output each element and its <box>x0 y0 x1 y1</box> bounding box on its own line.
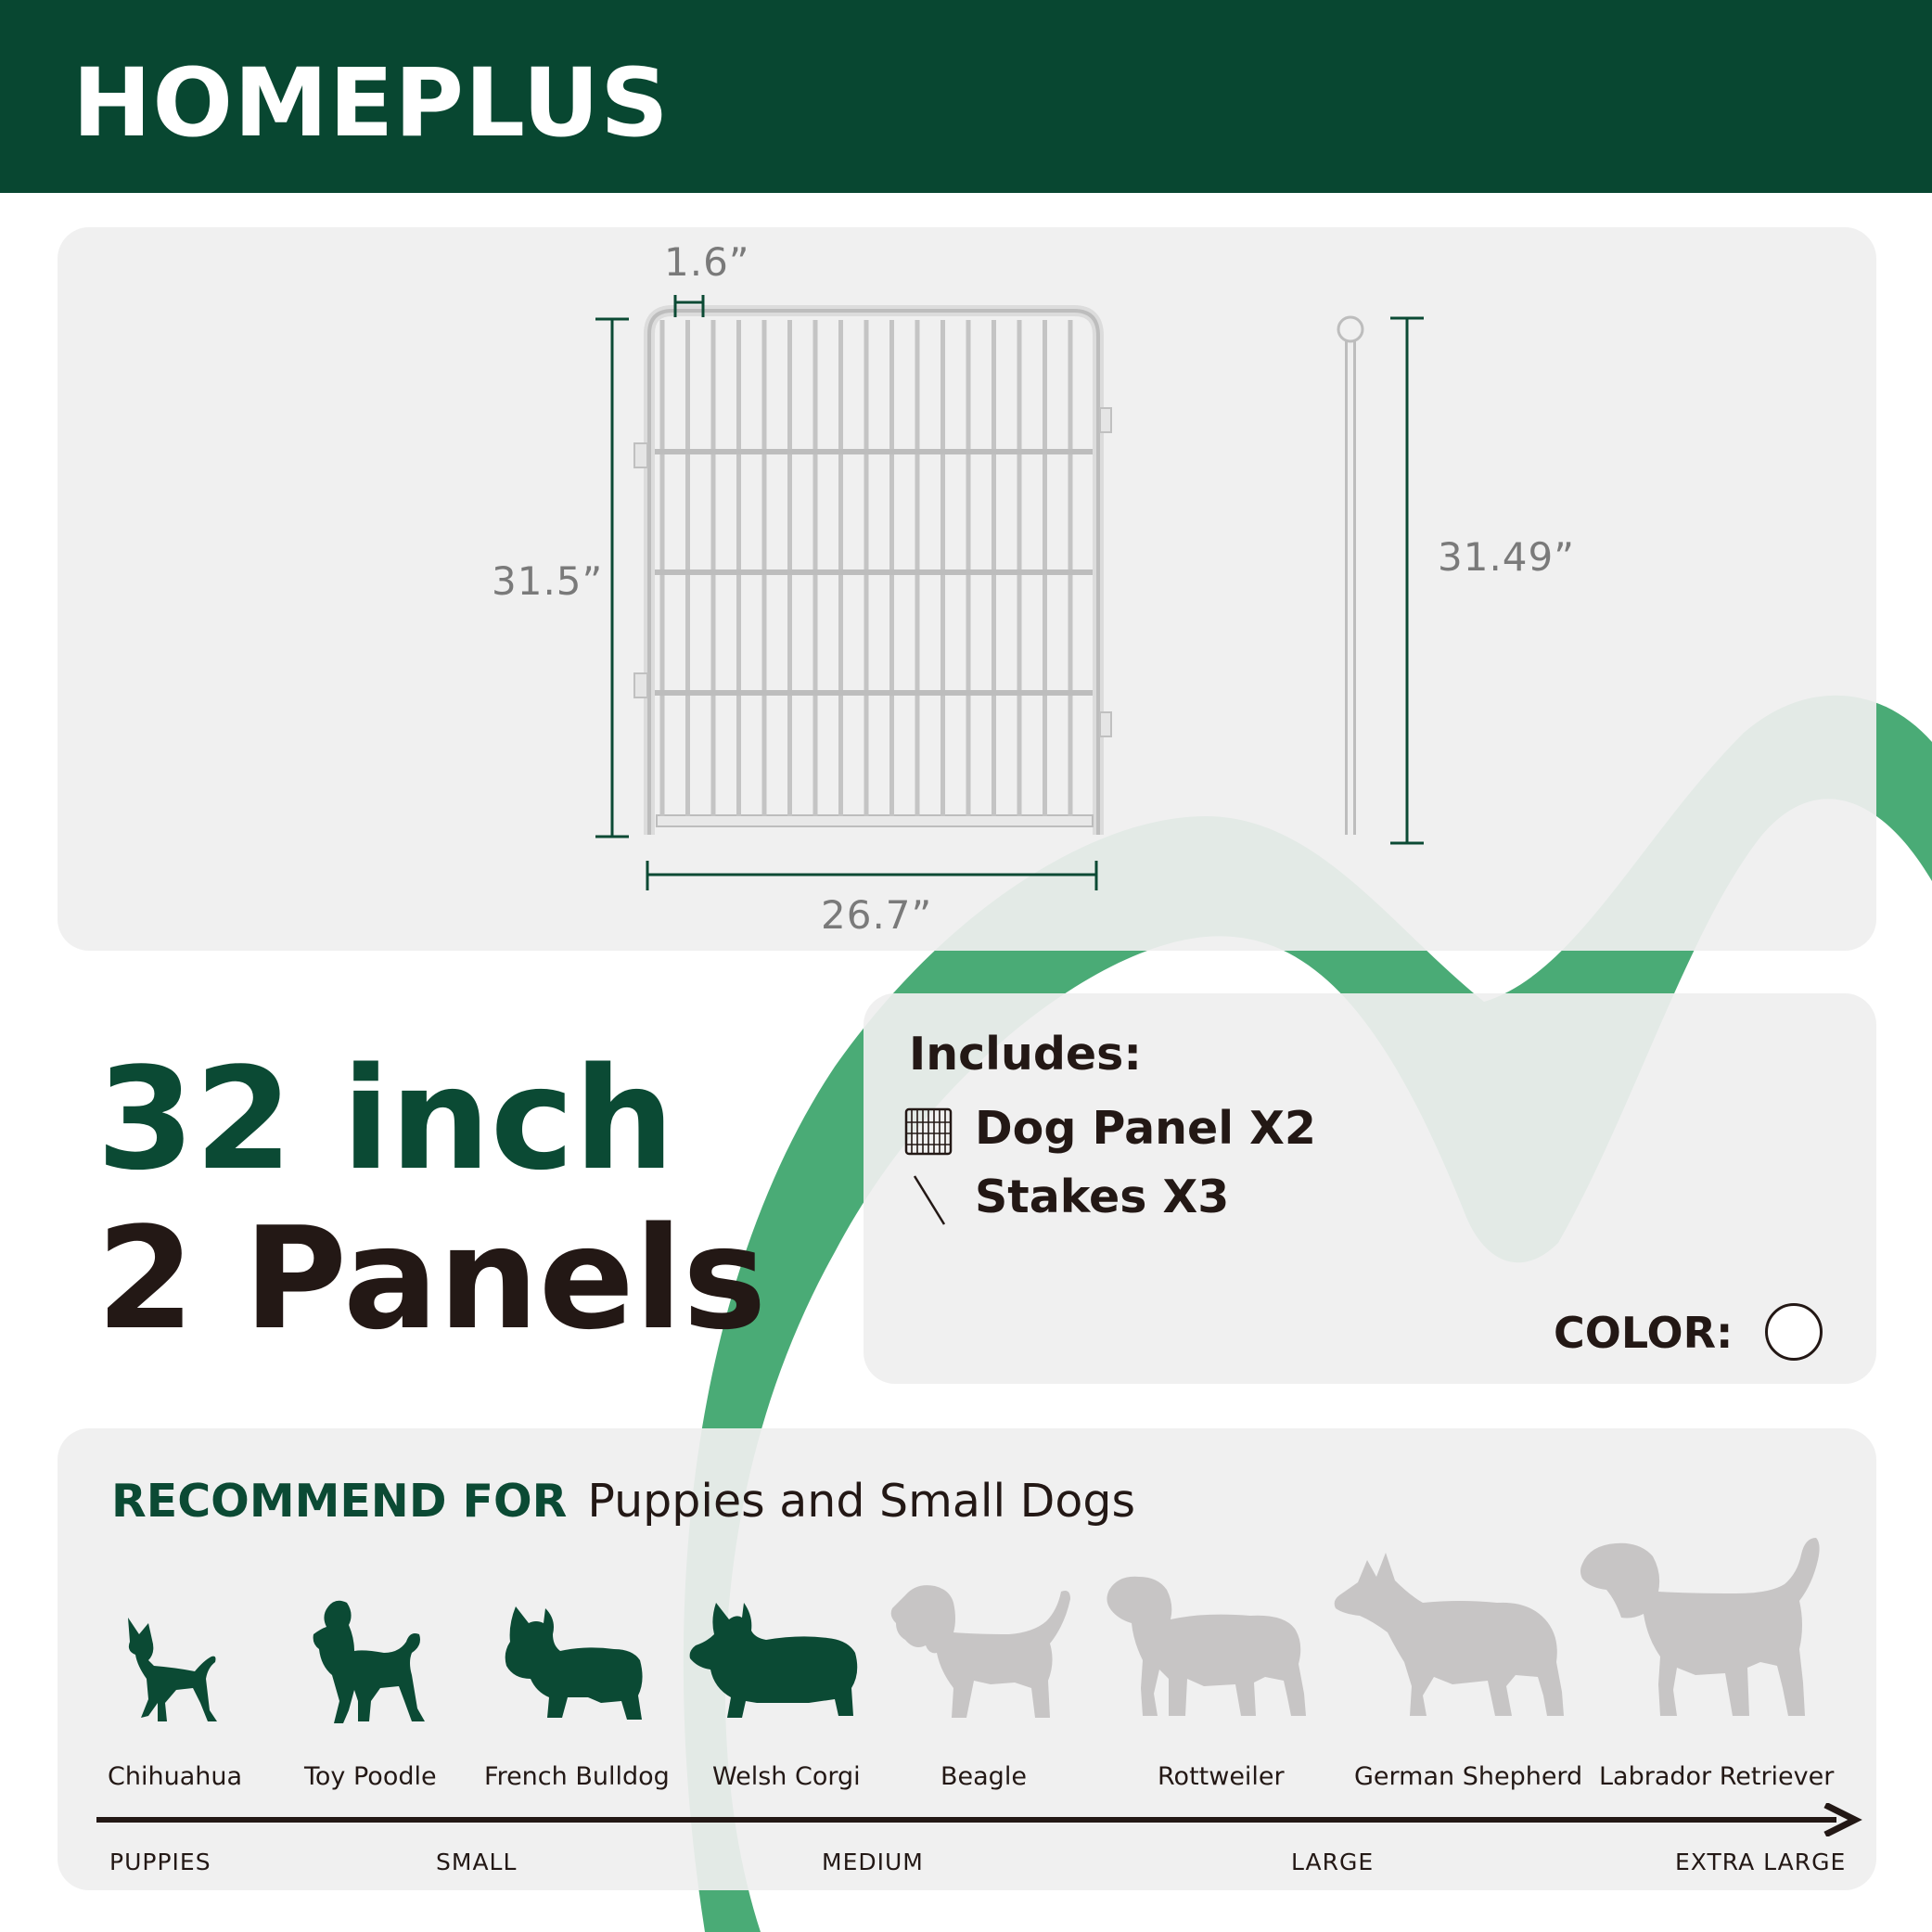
dog-label-beagle: Beagle <box>940 1762 1027 1791</box>
panel-height-label: 31.5” <box>492 558 604 604</box>
chihuahua-icon <box>121 1614 223 1725</box>
recommend-target: Puppies and Small Dogs <box>587 1475 1136 1528</box>
dog-label-french-bulldog: French Bulldog <box>484 1762 670 1791</box>
brand-logo: HOMEPLUS <box>72 48 670 159</box>
recommend-title <box>111 1475 1135 1528</box>
color-label: COLOR: <box>1554 1308 1734 1358</box>
corgi-icon <box>688 1601 861 1721</box>
panel-width-label: 26.7” <box>821 892 933 938</box>
bulldog-icon <box>503 1605 647 1723</box>
size-label-extra-large: EXTRA LARGE <box>1675 1849 1847 1875</box>
shepherd-icon <box>1330 1547 1567 1723</box>
stake-icon <box>911 1174 948 1226</box>
stake-drawing <box>1338 317 1363 835</box>
includes-item-stakes: Stakes X3 <box>975 1171 1230 1223</box>
dog-label-rottweiler: Rottweiler <box>1158 1762 1285 1791</box>
dimension-lines <box>595 295 1424 890</box>
poodle-icon <box>308 1597 429 1725</box>
dog-label-labrador-retriever: Labrador Retriever <box>1599 1762 1835 1791</box>
rottweiler-icon <box>1102 1567 1310 1723</box>
beagle-icon <box>889 1579 1076 1725</box>
dog-label-chihuahua: Chihuahua <box>108 1762 243 1791</box>
size-label-small: SMALL <box>436 1849 518 1875</box>
panel-icon <box>904 1107 953 1156</box>
includes-title: Includes: <box>909 1028 1142 1081</box>
stake-height-label: 31.49” <box>1438 534 1575 580</box>
recommend-label: RECOMMEND FOR <box>111 1475 568 1528</box>
size-label-puppies: PUPPIES <box>109 1849 211 1875</box>
dog-label-german-shepherd: German Shepherd <box>1354 1762 1583 1791</box>
size-label-large: LARGE <box>1291 1849 1375 1875</box>
dog-label-toy-poodle: Toy Poodle <box>304 1762 437 1791</box>
size-scale-arrow <box>93 1803 1864 1836</box>
dog-panel-drawing <box>634 311 1111 835</box>
includes-item-panel: Dog Panel X2 <box>975 1102 1316 1155</box>
headline-size: 32 inch <box>96 1037 675 1201</box>
bar-spacing-label: 1.6” <box>664 239 750 285</box>
dog-label-welsh-corgi: Welsh Corgi <box>712 1762 861 1791</box>
size-label-medium: MEDIUM <box>822 1849 924 1875</box>
headline-panels: 2 Panels <box>96 1196 767 1361</box>
labrador-icon <box>1579 1536 1833 1723</box>
color-swatch-white <box>1765 1303 1823 1361</box>
